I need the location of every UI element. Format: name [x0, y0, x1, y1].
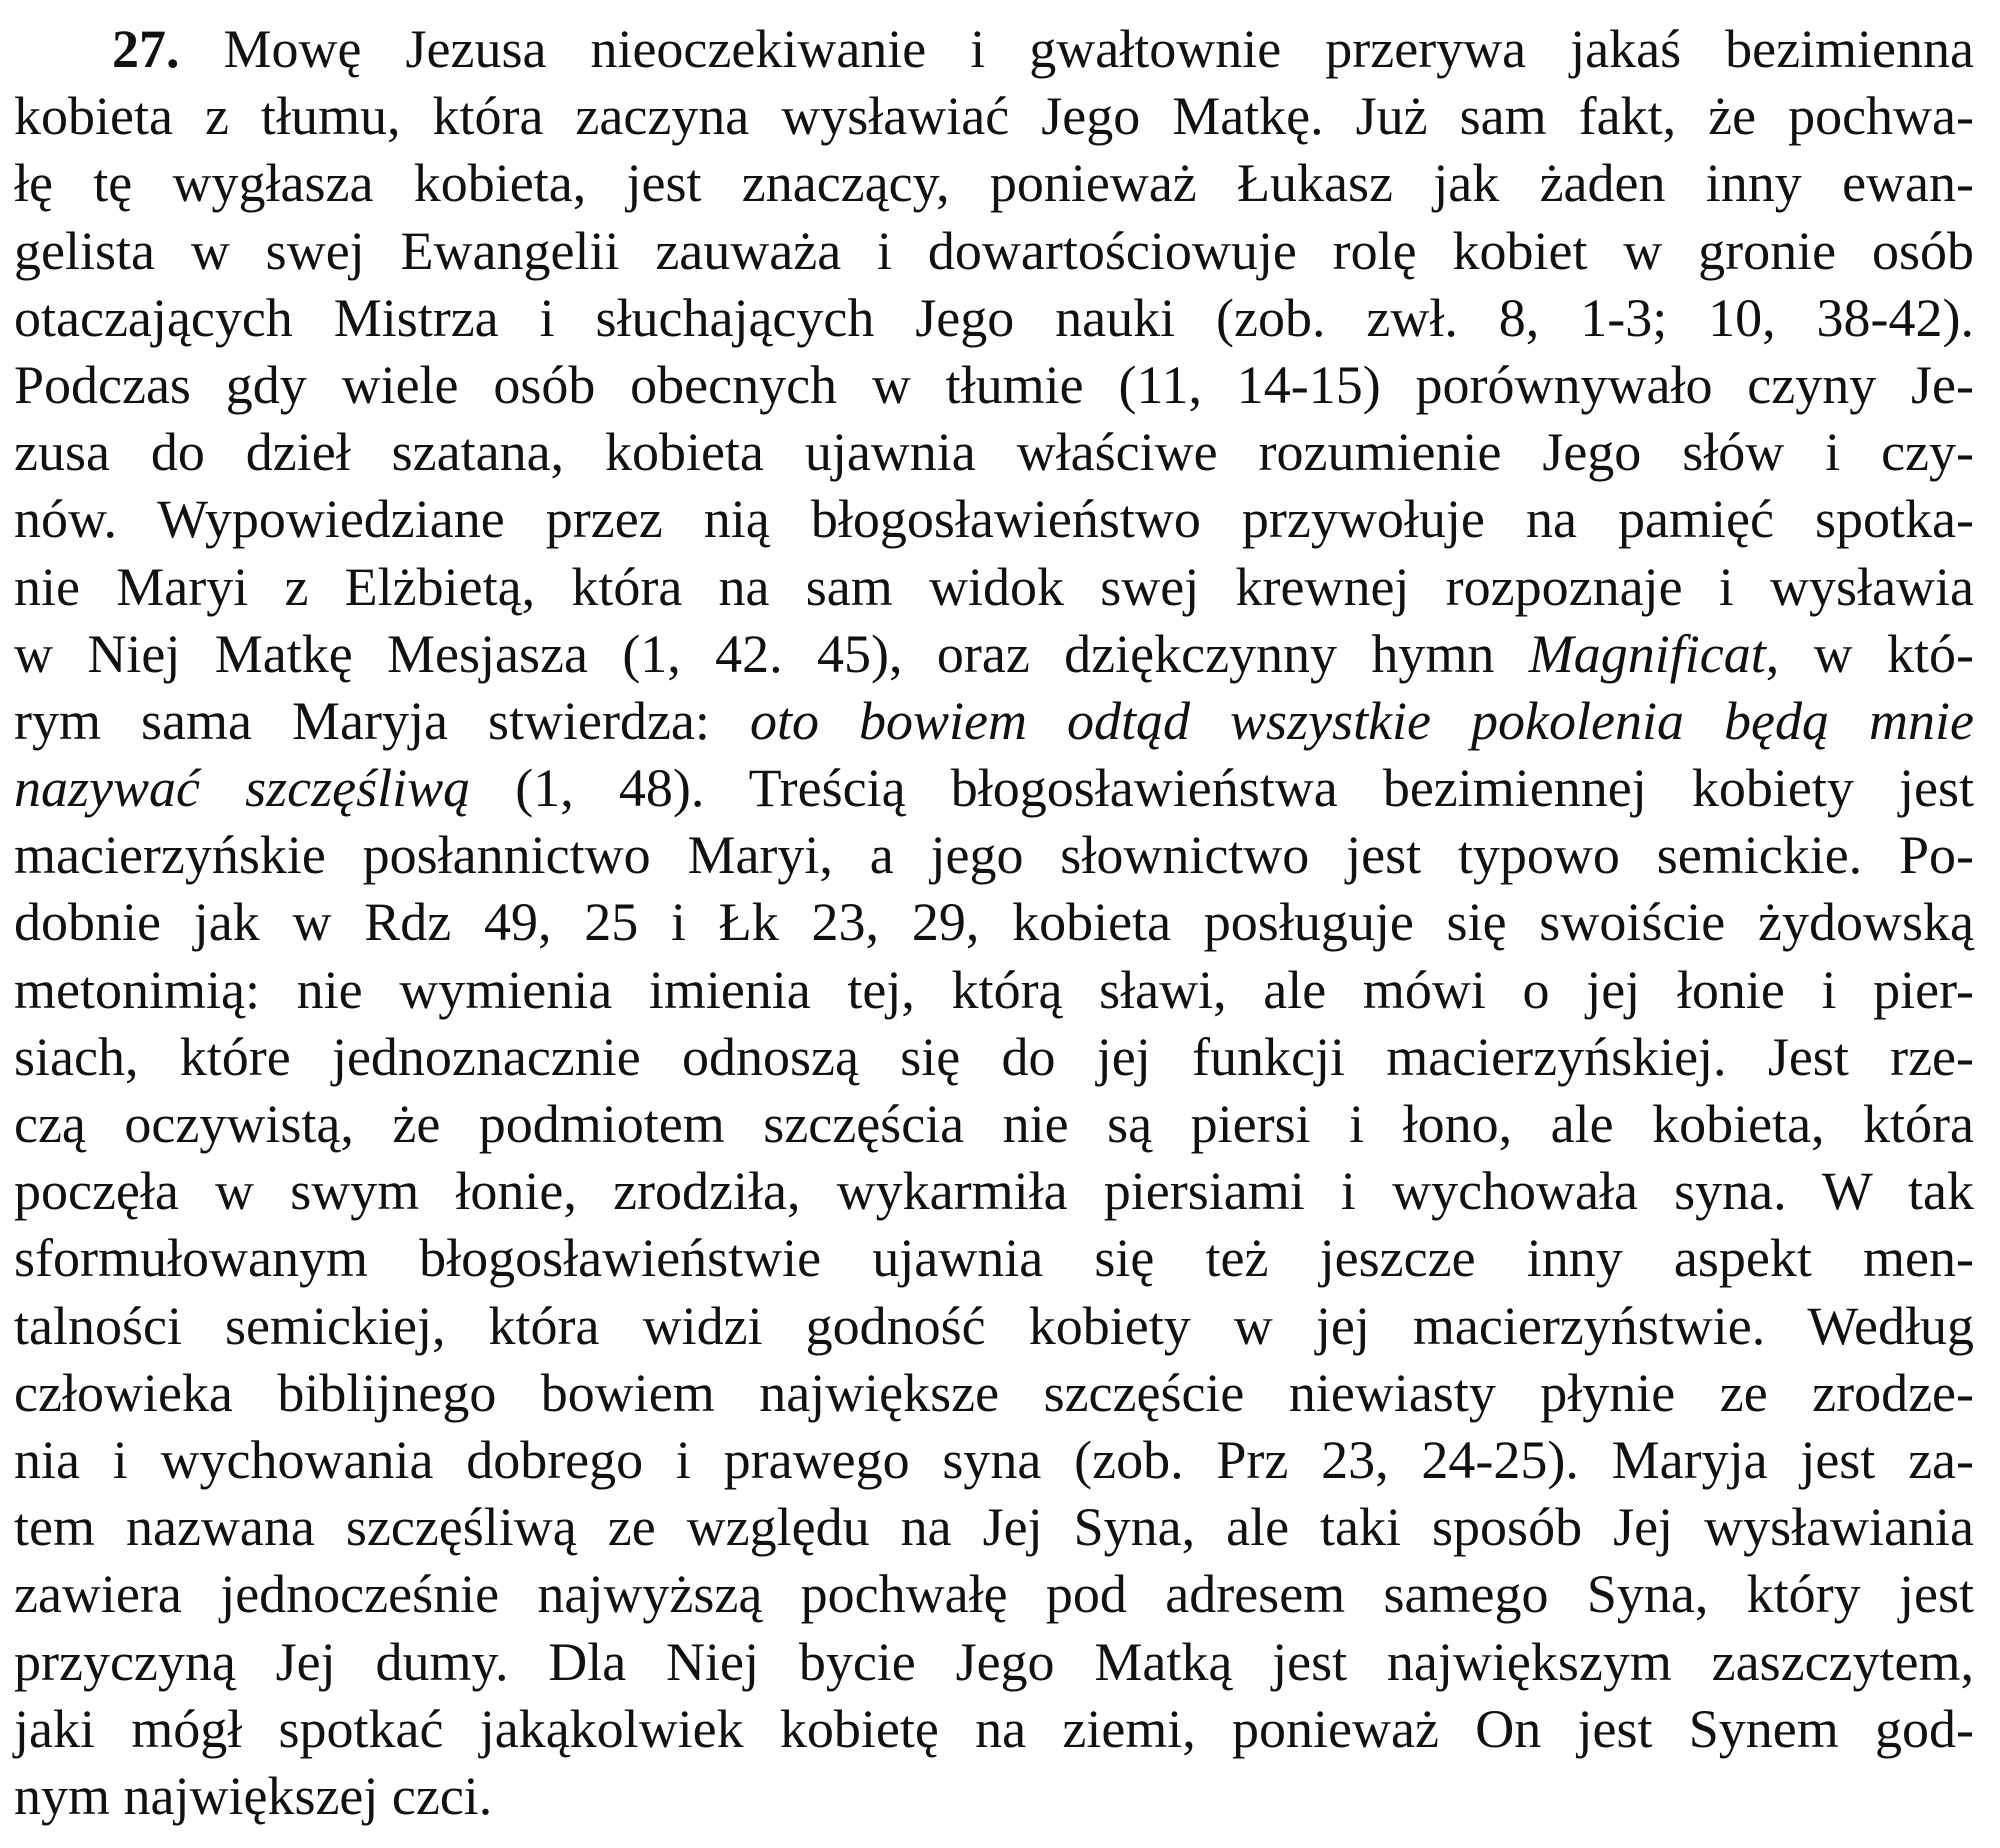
- text-run: sformułowanym błogosławieństwie ujawnia się też jeszcze inny aspekt men-: [14, 1228, 1974, 1289]
- text-line: [14, 755, 1974, 822]
- text-run: gelista w swej Ewangelii zauważa i dowartościowuje rolę kobiet w gronie osób: [14, 220, 1974, 281]
- text-line: [14, 1024, 1974, 1091]
- text-run: poczęła w swym łonie, zrodziła, wykarmiła piersiami i wychowała syna. W tak: [14, 1161, 1974, 1222]
- text-run: w Niej Matkę Mesjasza (1, 42. 45), oraz dziękczynny hymn: [14, 623, 1529, 684]
- text-run: , w któ-: [1765, 623, 1974, 684]
- text-line: [14, 352, 1974, 419]
- commentary-paragraph: [14, 16, 1974, 1830]
- text-line: [14, 1360, 1974, 1427]
- text-run: zawiera jednocześnie najwyższą pochwałę pod adresem samego Syna, który jest: [14, 1564, 1974, 1625]
- italic-text: Magnificat: [1528, 623, 1766, 684]
- text-run: otaczających Mistrza i słuchających Jego nauki (zob. zwł. 8, 1-3; 10, 38-42).: [14, 287, 1974, 348]
- text-line: [14, 1629, 1974, 1696]
- text-line: [14, 150, 1974, 217]
- text-line: [14, 1696, 1974, 1763]
- italic-text: nazywać szczęśliwą: [14, 758, 471, 819]
- text-run: siach, które jednoznacznie odnoszą się do jej funkcji macierzyńskiej. Jest rze-: [14, 1026, 1974, 1087]
- text-run: dobnie jak w Rdz 49, 25 i Łk 23, 29, kobieta posługuje się swoiście żydowską: [14, 892, 1974, 953]
- text-line: [14, 1091, 1974, 1158]
- text-run: talności semickiej, która widzi godność kobiety w jej macierzyństwie. Według: [14, 1295, 1974, 1356]
- text-line: [14, 1494, 1974, 1561]
- text-run: nów. Wypowiedziane przez nią błogosławieństwo przywołuje na pamięć spotka-: [14, 489, 1974, 550]
- text-line: [14, 419, 1974, 486]
- text-run: łę tę wygłasza kobieta, jest znaczący, ponieważ Łukasz jak żaden inny ewan-: [14, 153, 1974, 214]
- text-run: tem nazwana szczęśliwą ze względu na Jej Syna, ale taki sposób Jej wysławiania: [14, 1497, 1974, 1558]
- text-run: człowieka biblijnego bowiem największe szczęście niewiasty płynie ze zrodze-: [14, 1362, 1974, 1423]
- text-run: zusa do dzieł szatana, kobieta ujawnia właściwe rozumienie Jego słów i czy-: [14, 422, 1974, 483]
- text-line: [14, 1561, 1974, 1628]
- text-line: [14, 688, 1974, 755]
- text-line: [14, 1158, 1974, 1225]
- text-line: [14, 554, 1974, 621]
- text-line: [14, 957, 1974, 1024]
- text-line: [14, 486, 1974, 553]
- text-line: [14, 83, 1974, 150]
- text-line: [14, 1225, 1974, 1292]
- text-line: [14, 621, 1974, 688]
- text-run: jaki mógł spotkać jakąkolwiek kobietę na ziemi, ponieważ On jest Synem god-: [14, 1698, 1974, 1759]
- text-line: [14, 889, 1974, 956]
- paragraph-number: 27.: [112, 19, 180, 79]
- text-line: [14, 218, 1974, 285]
- text-run: macierzyńskie posłannictwo Maryi, a jego słownictwo jest typowo semickie. Po-: [14, 825, 1974, 886]
- text-run: nia i wychowania dobrego i prawego syna (zob. Prz 23, 24-25). Maryja jest za-: [14, 1429, 1974, 1490]
- text-run: Podczas gdy wiele osób obecnych w tłumie (11, 14-15) porównywało czyny Je-: [14, 354, 1974, 415]
- text-run: nie Maryi z Elżbietą, która na sam widok swej krewnej rozpoznaje i wysławia: [14, 556, 1974, 617]
- text-run: kobieta z tłumu, która zaczyna wysławiać Jego Matkę. Już sam fakt, że pochwa-: [14, 86, 1974, 147]
- text-run: przyczyną Jej dumy. Dla Niej bycie Jego Matką jest największym zaszczytem,: [14, 1631, 1974, 1692]
- text-line: [14, 285, 1974, 352]
- text-line: [14, 1763, 1974, 1830]
- text-run: nym największej czci.: [14, 1765, 493, 1826]
- text-run: rym sama Maryja stwierdza:: [14, 690, 750, 751]
- text-run: czą oczywistą, że podmiotem szczęścia nie są piersi i łono, ale kobieta, która: [14, 1094, 1974, 1154]
- text-line: [14, 16, 1974, 83]
- text-line: [14, 1293, 1974, 1360]
- text-line: [14, 822, 1974, 889]
- text-line: [14, 1427, 1974, 1494]
- italic-text: oto bowiem odtąd wszystkie pokolenia będą mnie: [749, 690, 1975, 751]
- text-run: Mowę Jezusa nieoczekiwanie i gwałtownie przerywa jakaś bezimienna: [223, 19, 1974, 79]
- text-run: (1, 48). Treścią błogosławieństwa bezimiennej kobiety jest: [470, 758, 1974, 819]
- text-run: metonimią: nie wymienia imienia tej, którą sławi, ale mówi o jej łonie i pier-: [14, 959, 1974, 1020]
